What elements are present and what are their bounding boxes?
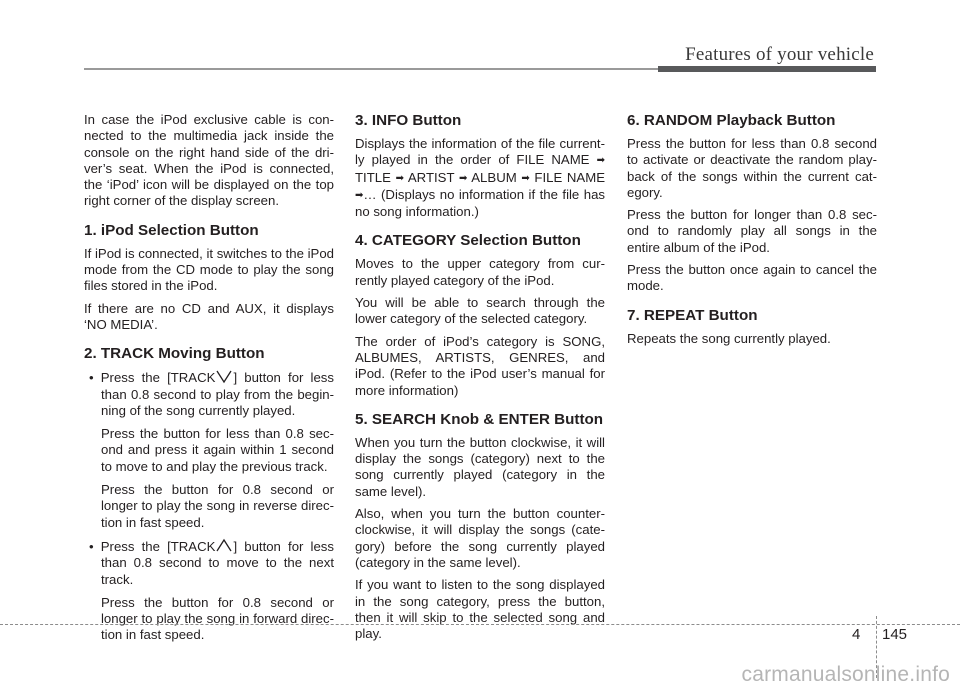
section-random-p2: Press the button for longer than 0.8 sec-ond to randomly play all songs in the entire album of the iPod. xyxy=(627,207,877,255)
section-search-p3: If you want to listen to the song displayed in the song category, press the button, then it will skip to the selected song and play. xyxy=(355,577,605,642)
arrow-icon: ➡ xyxy=(521,172,530,184)
info-artist: ARTIST xyxy=(407,169,455,185)
track-bullet-2 xyxy=(84,538,334,588)
info-text-2: … (Displays no information if the file has no song information.) xyxy=(355,186,605,220)
bullet-mark: • xyxy=(89,370,94,386)
section-random-p3: Press the button once again to cancel the mode. xyxy=(627,262,877,294)
info-text-1: Displays the information of the file current-ly played in the order of FILE NAME xyxy=(355,136,605,168)
chapter-number: 4 xyxy=(852,626,861,643)
arrow-icon: ➡ xyxy=(355,189,364,201)
track-bullet-1 xyxy=(84,369,334,419)
footer-rule xyxy=(0,624,960,625)
track-bullet-2-pre: Press the [TRACK xyxy=(100,538,216,554)
header-title: Features of your vehicle xyxy=(685,44,874,65)
column-2 xyxy=(355,112,605,648)
track-bullet-2-p2: Press the button for 0.8 second or longer to play the song in forward direc-tion in fast speed. xyxy=(101,594,334,643)
section-category-title: 4. CATEGORY Selection Button xyxy=(355,232,581,250)
column-1 xyxy=(84,112,334,651)
section-info-title: 3. INFO Button xyxy=(355,112,462,129)
section-ipod-selection-p2: If there are no CD and AUX, it displays ‘NO MEDIA’. xyxy=(84,300,334,332)
track-bullet-1-p3: Press the button for 0.8 second or longer to play the song in reverse direc-tion in fast speed. xyxy=(101,482,334,530)
section-repeat-p1: Repeats the song currently played. xyxy=(627,330,831,346)
header-rule-accent xyxy=(658,66,876,72)
section-track-title: 2. TRACK Moving Button xyxy=(84,345,265,363)
info-title: TITLE xyxy=(355,169,391,185)
track-bullet-2-post: ] button for less than 0.8 second to move to the next track. xyxy=(101,538,334,587)
section-search-p2: Also, when you turn the button counter-clockwise, it will display the songs (cate-gory) before the song currently played (category in the same level). xyxy=(355,506,605,570)
section-search-title: 5. SEARCH Knob & ENTER Button xyxy=(355,410,604,428)
section-repeat-title: 7. REPEAT Button xyxy=(627,306,758,324)
section-ipod-selection-p1: If iPod is connected, it switches to the iPod mode from the CD mode to play the song files stored in the iPod. xyxy=(84,245,334,294)
arrow-icon: ➡ xyxy=(395,172,404,184)
watermark: carmanualsonline.info xyxy=(741,663,950,686)
column-3 xyxy=(627,112,877,353)
section-category-p2: You will be able to search through the lower category of the selected category. xyxy=(355,295,605,327)
section-info-text xyxy=(355,136,605,220)
section-random-title: 6. RANDOM Playback Button xyxy=(627,112,836,129)
info-album: ALBUM xyxy=(471,169,517,185)
section-category-p1: Moves to the upper category from cur-rently played category of the iPod. xyxy=(355,256,605,288)
track-bullet-1-p2: Press the button for less than 0.8 sec-ond and press it again within 1 second to move to and play the previous track. xyxy=(101,426,334,474)
page-number: 145 xyxy=(882,626,908,643)
section-category-p3: The order of iPod’s category is SONG, ALBUMES, ARTISTS, GENRES, and iPod. (Refer to the iPod user’s manual for more information) xyxy=(355,333,605,398)
section-random-p1: Press the button for less than 0.8 second to activate or deactivate the random play-back of the songs within the current cat-egory. xyxy=(627,136,877,200)
section-search-p1: When you turn the button clockwise, it will display the songs (category) next to the song currently played (category in the same level). xyxy=(355,434,605,499)
chevron-up-icon xyxy=(215,538,233,553)
intro-paragraph: In case the iPod exclusive cable is con-nected to the multimedia jack inside the console on the right hand side of the dri-ver’s seat. When the iPod is connected, the ‘iPod’ icon will be displayed on the top right corner of the display screen. xyxy=(84,112,334,209)
arrow-icon: ➡ xyxy=(458,172,468,184)
bullet-mark: • xyxy=(89,538,94,554)
chevron-down-icon xyxy=(215,369,233,384)
track-bullet-1-pre: Press the [TRACK xyxy=(100,370,216,386)
track-bullet-1-post: ] button for less than 0.8 second to play from the begin-ning of the song currently played. xyxy=(101,370,334,418)
section-ipod-selection-title: 1. iPod Selection Button xyxy=(84,221,259,239)
arrow-icon: ➡ xyxy=(596,155,605,167)
info-file-name: FILE NAME xyxy=(534,169,606,185)
